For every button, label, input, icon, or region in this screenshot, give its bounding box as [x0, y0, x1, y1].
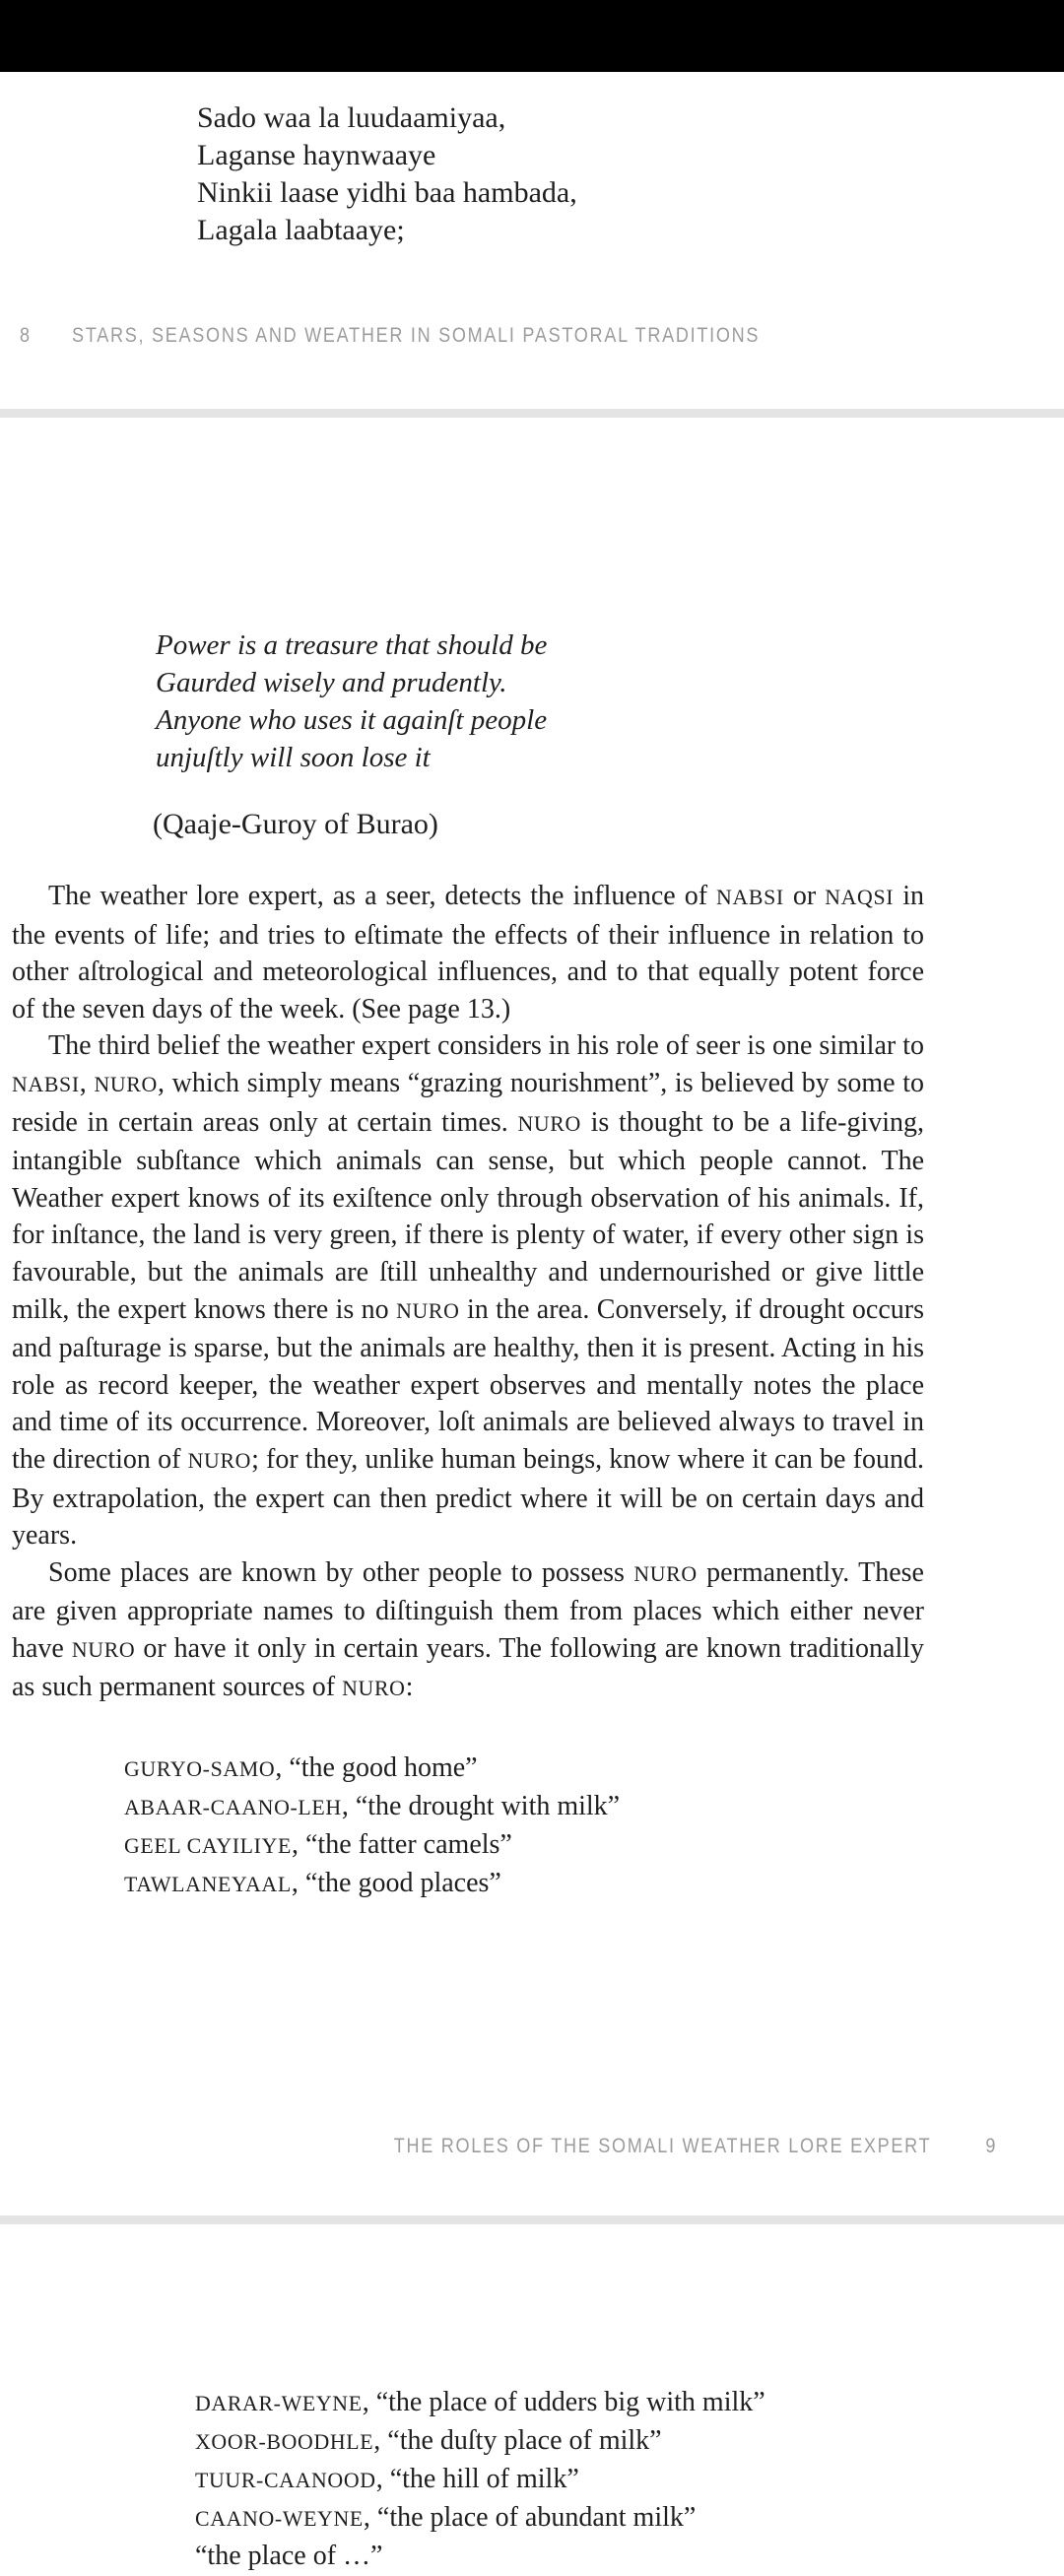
page-gap — [0, 2215, 1064, 2224]
body-paragraph: The third belief the weather expert considers in his role of seer is one similar to NABSI, NURO, which simply means “grazing nourishment”, is believed by some to reside in certain areas only at certain times. NURO is thought to be a life-giving, intangible subſtance which animals can sense, but which people cannot. The Weather expert knows of its exiſtence only through observation of his animals. If, for inſtance, the land is very green, if there is plenty of water, if every other sign is favourable, but the animals are ſtill unhealthy and undernourished or give little milk, the expert knows there is no NURO in the area. Conversely, if drought occurs and paſturage is sparse, but the animals are healthy, then it is present. Acting in his role as record keeper, the weather expert observes and mentally notes the place and time of its occurrence. Moreover, loſt animals are believed always to travel in the direction of NURO; for they, unlike human beings, know where it can be found. By extrapolation, the expert can then predict where it will be on certain days and years. — [12, 1030, 924, 1552]
list-item — [124, 1865, 924, 1903]
list-item — [124, 1826, 924, 1865]
page-gap — [0, 409, 1064, 418]
nuro-sources-list-continued — [195, 2224, 924, 2576]
somali-term: NURO — [517, 1111, 581, 1136]
book-page-8 — [0, 99, 1064, 409]
epigraph-attribution: (Qaaje-Guroy of Burao) — [153, 808, 438, 840]
list-item — [195, 2538, 924, 2576]
somali-term: NAQSI — [825, 886, 895, 909]
poem-line: Laganse haynwaaye — [197, 139, 436, 171]
term-definition: “the place of …” — [195, 2541, 383, 2571]
page-number: 8 — [20, 324, 32, 347]
page-9-footer — [12, 2135, 997, 2158]
body-paragraph: The weather lore expert, as a seer, detects the influence of NABSI or NAQSI in the events of life; and tries to eſtimate the effects of their influence in relation to other aſtrological and meteorological influences, and to that equally potent force of the seven days of the week. (See page 13.) — [12, 881, 924, 1024]
somali-term: ABAAR-CAANO-LEH — [124, 1796, 342, 1820]
epigraph-line: Power is a treasure that should be — [156, 629, 548, 661]
list-item — [195, 2499, 924, 2538]
somali-term: NURO — [342, 1677, 406, 1701]
list-item — [195, 2384, 924, 2422]
somali-term: NURO — [71, 1637, 136, 1662]
poem-line: Sado waa la luudaamiyaa, — [197, 101, 506, 134]
page-number: 9 — [985, 2135, 997, 2157]
somali-term: NABSI — [12, 1072, 80, 1096]
term-definition: , “the good places” — [291, 1868, 501, 1899]
poem-line: Ninkii laase yidhi baa hambada, — [197, 176, 577, 209]
term-definition: , “the fatter camels” — [291, 1829, 512, 1861]
term-definition: , “the hill of milk” — [375, 2464, 579, 2494]
epigraph-line: Gaurded wisely and prudently. — [156, 667, 507, 698]
body-paragraph: Some places are known by other people to possess NURO permanently. These are given appropriate names to diſtinguish them from places which either never have NURO or have it only in certain years. The following are known traditionally as such permanent sources of NURO: — [12, 1556, 925, 1703]
somali-term: NURO — [94, 1072, 158, 1096]
poem-line: Lagala laabtaaye; — [197, 214, 405, 246]
term-definition: , “the drought with milk” — [341, 1791, 621, 1822]
list-item — [195, 2461, 924, 2499]
term-definition: , “the place of udders big with milk” — [362, 2387, 765, 2417]
list-item — [124, 1750, 924, 1788]
body-text — [12, 878, 924, 1708]
somali-term: NABSI — [716, 886, 784, 909]
somali-term: NURO — [187, 1448, 252, 1473]
somali-term: GEEL CAYILIYE — [124, 1834, 292, 1859]
somali-term: TUUR-CAANOOD — [195, 2469, 376, 2492]
list-item — [124, 1788, 924, 1826]
nuro-sources-list — [124, 1750, 924, 1903]
epigraph — [156, 627, 924, 776]
somali-term: NURO — [633, 1561, 698, 1586]
somali-poem — [197, 99, 924, 249]
term-definition: , “the place of abundant milk” — [363, 2502, 697, 2533]
list-item — [195, 2422, 924, 2461]
somali-term: DARAR-WEYNE — [195, 2392, 363, 2415]
somali-term: CAANO-WEYNE — [195, 2507, 364, 2531]
somali-term: GURYO-SAMO — [124, 1757, 276, 1782]
status-bar — [0, 0, 1064, 72]
epigraph-line: Anyone who uses it againſt people — [156, 704, 548, 736]
somali-term: NURO — [396, 1298, 460, 1323]
term-definition: , “the good home” — [275, 1752, 478, 1784]
book-page-10 — [0, 2224, 1064, 2571]
running-title: STARS, SEASONS AND WEATHER IN SOMALI PASTORAL TRADITIONS — [72, 324, 761, 347]
epigraph-line: unjuſtly will soon lose it — [156, 742, 431, 773]
somali-term: XOOR-BOODHLE — [195, 2430, 374, 2454]
page-8-footer — [12, 324, 997, 348]
term-definition: , “the duſty place of milk” — [373, 2425, 662, 2456]
running-title: THE ROLES OF THE SOMALI WEATHER LORE EXPERT — [393, 2135, 932, 2157]
book-page-9 — [0, 627, 1064, 2215]
somali-term: TAWLANEYAAL — [124, 1873, 292, 1897]
